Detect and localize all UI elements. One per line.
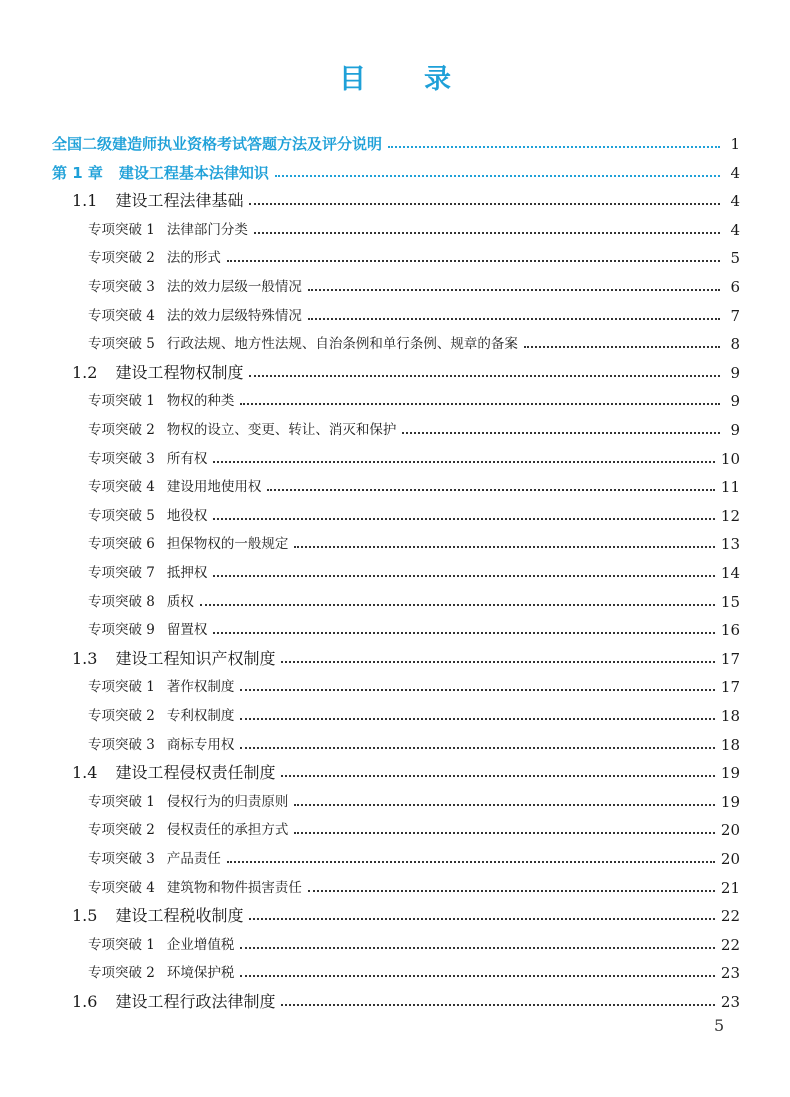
- toc-subsection-entry[interactable]: [88, 445, 740, 473]
- toc-subsection-entry[interactable]: [88, 387, 740, 415]
- toc-entry-title: 建设工程基本法律知识: [118, 163, 269, 182]
- toc-subsection-entry[interactable]: [88, 931, 740, 959]
- toc-entry-label: [88, 302, 302, 330]
- dot-leader: [240, 975, 715, 977]
- toc-entry-number: 专项突破 2: [88, 708, 155, 724]
- toc-entry-label: [88, 673, 234, 701]
- toc-entry-page: 4: [730, 192, 740, 211]
- toc-entry-page: 23: [720, 993, 740, 1011]
- toc-subsection-entry[interactable]: [88, 244, 740, 272]
- toc-entry-title: 所有权: [166, 450, 208, 467]
- toc-entry-label: [72, 187, 243, 215]
- toc-entry-number: 专项突破 2: [88, 822, 155, 839]
- toc-entry-page: 16: [720, 621, 740, 640]
- toc-entry-title: 留置权: [166, 622, 208, 639]
- toc-entry-label: [88, 616, 207, 644]
- dot-leader: [213, 461, 715, 463]
- toc-entry-title: 建设工程税收制度: [115, 906, 244, 926]
- toc-subsection-entry[interactable]: [88, 530, 740, 558]
- toc-entry-page: 9: [730, 392, 740, 411]
- toc-subsection-entry[interactable]: [88, 702, 740, 730]
- toc-subsection-entry[interactable]: [88, 959, 740, 987]
- toc-entry-page: 20: [720, 850, 740, 868]
- dot-leader: [294, 546, 715, 548]
- toc-entry-title: 法律部门分类: [166, 221, 248, 238]
- toc-section-entry[interactable]: [72, 359, 740, 387]
- toc-entry-title: 建筑物和物件损害责任: [166, 879, 302, 896]
- dot-leader: [254, 232, 720, 234]
- toc-entry-number: 专项突破 1: [88, 221, 155, 238]
- toc-entry-page: 19: [720, 764, 740, 783]
- dot-leader: [240, 718, 715, 720]
- toc-entry-number: 专项突破 1: [88, 393, 155, 410]
- toc-entry-title: 产品责任: [166, 851, 221, 867]
- toc-entry-title: 物权的种类: [166, 393, 235, 410]
- toc-entry-label: [88, 588, 194, 616]
- toc-entry-label: [88, 816, 288, 844]
- toc-entry-number: 专项突破 8: [88, 593, 155, 610]
- toc-subsection-entry[interactable]: [88, 874, 740, 902]
- toc-entry-label: [88, 273, 302, 301]
- dot-leader: [213, 575, 715, 577]
- dot-leader: [308, 289, 720, 291]
- dot-leader: [240, 689, 715, 691]
- dot-leader: [281, 1004, 714, 1006]
- toc-subsection-entry[interactable]: [88, 816, 740, 844]
- toc-entry-label: [88, 530, 288, 558]
- dot-leader: [227, 260, 720, 262]
- toc-entry-number: 专项突破 2: [88, 250, 155, 267]
- toc-entry-number: 1.2: [72, 362, 98, 382]
- toc-section-entry[interactable]: [72, 902, 740, 930]
- toc-entry-title: 法的效力层级特殊情况: [166, 307, 302, 324]
- toc-entry-title: 物权的设立、变更、转让、消灭和保护: [166, 422, 397, 438]
- toc-entry-page: 10: [720, 449, 740, 468]
- toc-subsection-entry[interactable]: [88, 330, 740, 358]
- toc-entry-label: [88, 445, 207, 473]
- toc-entry-number: 专项突破 1: [88, 679, 155, 696]
- toc-entry-title: 建设工程知识产权制度: [115, 648, 276, 668]
- dot-leader: [388, 146, 720, 148]
- toc-entry-title: 侵权责任的承担方式: [166, 822, 289, 839]
- toc-entry-page: 11: [720, 478, 740, 497]
- toc-entry-label: [88, 874, 302, 902]
- toc-entry-number: 1.1: [72, 191, 98, 211]
- dot-leader: [308, 890, 715, 892]
- toc-entry-page: 6: [730, 278, 740, 296]
- toc-subsection-entry[interactable]: [88, 216, 740, 244]
- toc-entry-number: 专项突破 4: [88, 307, 155, 324]
- dot-leader: [227, 861, 715, 863]
- toc-subsection-entry[interactable]: [88, 302, 740, 330]
- toc-entry-number: 专项突破 5: [88, 507, 155, 524]
- toc-entry-title: 企业增值税: [166, 936, 235, 953]
- toc-chapter-entry[interactable]: [52, 130, 740, 158]
- toc-entry-number: 1.5: [72, 906, 98, 926]
- toc-subsection-entry[interactable]: [88, 616, 740, 644]
- toc-entry-label: [72, 988, 275, 1016]
- toc-entry-page: 21: [720, 878, 740, 897]
- toc-entry-title: 全国二级建造师执业资格考试答题方法及评分说明: [52, 135, 383, 153]
- toc-entry-number: 专项突破 4: [88, 479, 155, 496]
- toc-entry-page: 17: [720, 649, 740, 668]
- toc-entry-page: 4: [730, 220, 740, 239]
- page-title: [0, 60, 790, 100]
- dot-leader: [213, 632, 715, 634]
- toc-entry-page: 5: [730, 249, 740, 268]
- title-char-1: 目: [339, 64, 366, 95]
- toc-entry-label: [88, 244, 221, 272]
- toc-entry-label: [88, 387, 234, 415]
- toc-entry-number: 专项突破 3: [88, 450, 155, 467]
- toc-entry-number: 专项突破 1: [88, 793, 155, 810]
- toc-section-entry[interactable]: [72, 759, 740, 787]
- toc-entry-number: 1.4: [72, 763, 98, 783]
- toc-entry-title: 商标专用权: [166, 736, 235, 753]
- toc-entry-page: 17: [720, 678, 740, 697]
- toc-entry-title: 法的形式: [166, 250, 221, 267]
- toc-entry-title: 侵权行为的归责原则: [166, 793, 289, 810]
- dot-leader: [294, 804, 715, 806]
- toc-subsection-entry[interactable]: [88, 559, 740, 587]
- page-number: 5: [714, 1016, 725, 1035]
- dot-leader: [249, 203, 720, 205]
- dot-leader: [524, 346, 720, 348]
- toc-subsection-entry[interactable]: [88, 502, 740, 530]
- toc-entry-label: [72, 902, 243, 930]
- toc-entry-page: 19: [720, 792, 740, 811]
- toc-entry-page: 13: [720, 535, 740, 554]
- dot-leader: [240, 403, 720, 405]
- toc-entry-label: [88, 731, 234, 759]
- toc-entry-page: 1: [730, 135, 740, 153]
- toc-entry-label: [72, 359, 243, 387]
- toc-entry-page: 12: [720, 506, 740, 525]
- toc-entry-title: 建设工程侵权责任制度: [115, 763, 276, 783]
- dot-leader: [402, 432, 720, 434]
- toc-entry-label: [88, 216, 248, 244]
- toc-entry-title: 行政法规、地方性法规、自治条例和单行条例、规章的备案: [166, 336, 518, 353]
- toc-subsection-entry[interactable]: [88, 845, 740, 873]
- toc-entry-page: 18: [720, 735, 740, 754]
- toc-entry-label: [88, 559, 207, 587]
- toc-entry-number: 专项突破 4: [88, 879, 155, 896]
- dot-leader: [267, 489, 715, 491]
- toc-section-entry[interactable]: [72, 988, 740, 1016]
- toc-entry-label: [88, 959, 234, 987]
- toc-entry-page: 18: [720, 707, 740, 725]
- toc-subsection-entry[interactable]: [88, 788, 740, 816]
- toc-entry-label: [88, 845, 221, 873]
- toc-entry-label: [52, 159, 269, 187]
- toc-subsection-entry[interactable]: [88, 588, 740, 616]
- toc-entry-page: 9: [730, 363, 740, 382]
- toc-entry-title: 建设工程物权制度: [115, 362, 244, 382]
- toc-entry-page: 7: [730, 306, 740, 325]
- title-char-2: 录: [424, 64, 451, 95]
- dot-leader: [240, 747, 715, 749]
- dot-leader: [281, 661, 714, 663]
- toc-subsection-entry[interactable]: [88, 416, 740, 444]
- toc-entry-page: 9: [730, 421, 740, 439]
- dot-leader: [275, 175, 720, 177]
- dot-leader: [281, 775, 714, 777]
- toc-subsection-entry[interactable]: [88, 731, 740, 759]
- toc-section-entry[interactable]: [72, 187, 740, 215]
- toc-entry-title: 专利权制度: [166, 708, 235, 724]
- toc-entry-label: [72, 759, 275, 787]
- toc-entry-label: [88, 788, 288, 816]
- toc-entry-number: 1.3: [72, 648, 98, 668]
- toc-entry-number: 专项突破 9: [88, 622, 155, 639]
- toc-entry-title: 建设工程法律基础: [115, 191, 244, 211]
- toc-subsection-entry[interactable]: [88, 273, 740, 301]
- toc-entry-title: 质权: [166, 593, 194, 610]
- toc-entry-label: [88, 502, 207, 530]
- dot-leader: [240, 947, 715, 949]
- toc-entry-title: 抵押权: [166, 565, 208, 581]
- toc-entry-page: 15: [720, 592, 740, 611]
- toc-entry-number: 1.6: [72, 992, 98, 1011]
- toc-entry-number: 专项突破 6: [88, 536, 155, 553]
- toc-entry-label: [52, 130, 382, 158]
- dot-leader: [294, 832, 715, 834]
- toc-entry-number: 专项突破 7: [88, 565, 155, 581]
- dot-leader: [213, 518, 715, 520]
- toc-entry-number: 专项突破 3: [88, 279, 155, 295]
- toc-section-entry[interactable]: [72, 645, 740, 673]
- toc-entry-page: 4: [730, 163, 740, 182]
- toc-entry-title: 地役权: [166, 507, 208, 524]
- dot-leader: [308, 318, 720, 320]
- toc-entry-page: 22: [720, 935, 740, 954]
- toc-entry-label: [72, 645, 275, 673]
- toc-entry-title: 建设工程行政法律制度: [115, 992, 276, 1011]
- toc-entry-number: 专项突破 1: [88, 936, 155, 953]
- dot-leader: [249, 918, 714, 920]
- toc-entry-page: 22: [720, 907, 740, 926]
- toc-entry-label: [88, 931, 234, 959]
- toc-subsection-entry[interactable]: [88, 673, 740, 701]
- toc-entry-number: 专项突破 2: [88, 965, 155, 982]
- dot-leader: [249, 375, 720, 377]
- toc-subsection-entry[interactable]: [88, 473, 740, 501]
- dot-leader: [200, 604, 715, 606]
- toc-entry-number: 专项突破 2: [88, 422, 155, 438]
- toc-chapter-entry[interactable]: [52, 159, 740, 187]
- toc-entry-title: 担保物权的一般规定: [166, 536, 289, 553]
- toc-entry-title: 环境保护税: [166, 965, 235, 982]
- toc-entry-label: [88, 330, 518, 358]
- toc-entry-page: 14: [720, 564, 740, 582]
- toc-entry-title: 建设用地使用权: [166, 479, 262, 496]
- toc-entry-page: 8: [730, 335, 740, 354]
- toc-entry-page: 20: [720, 821, 740, 840]
- toc-entry-number: 第 1 章: [52, 163, 103, 182]
- toc-entry-label: [88, 702, 234, 730]
- toc-entry-number: 专项突破 5: [88, 336, 155, 353]
- toc-entry-page: 23: [720, 964, 740, 983]
- toc-entry-title: 法的效力层级一般情况: [166, 279, 302, 295]
- toc-entry-label: [88, 416, 396, 444]
- toc-entry-number: 专项突破 3: [88, 736, 155, 753]
- toc-entry-label: [88, 473, 261, 501]
- toc-entry-number: 专项突破 3: [88, 851, 155, 867]
- toc-entry-title: 著作权制度: [166, 679, 235, 696]
